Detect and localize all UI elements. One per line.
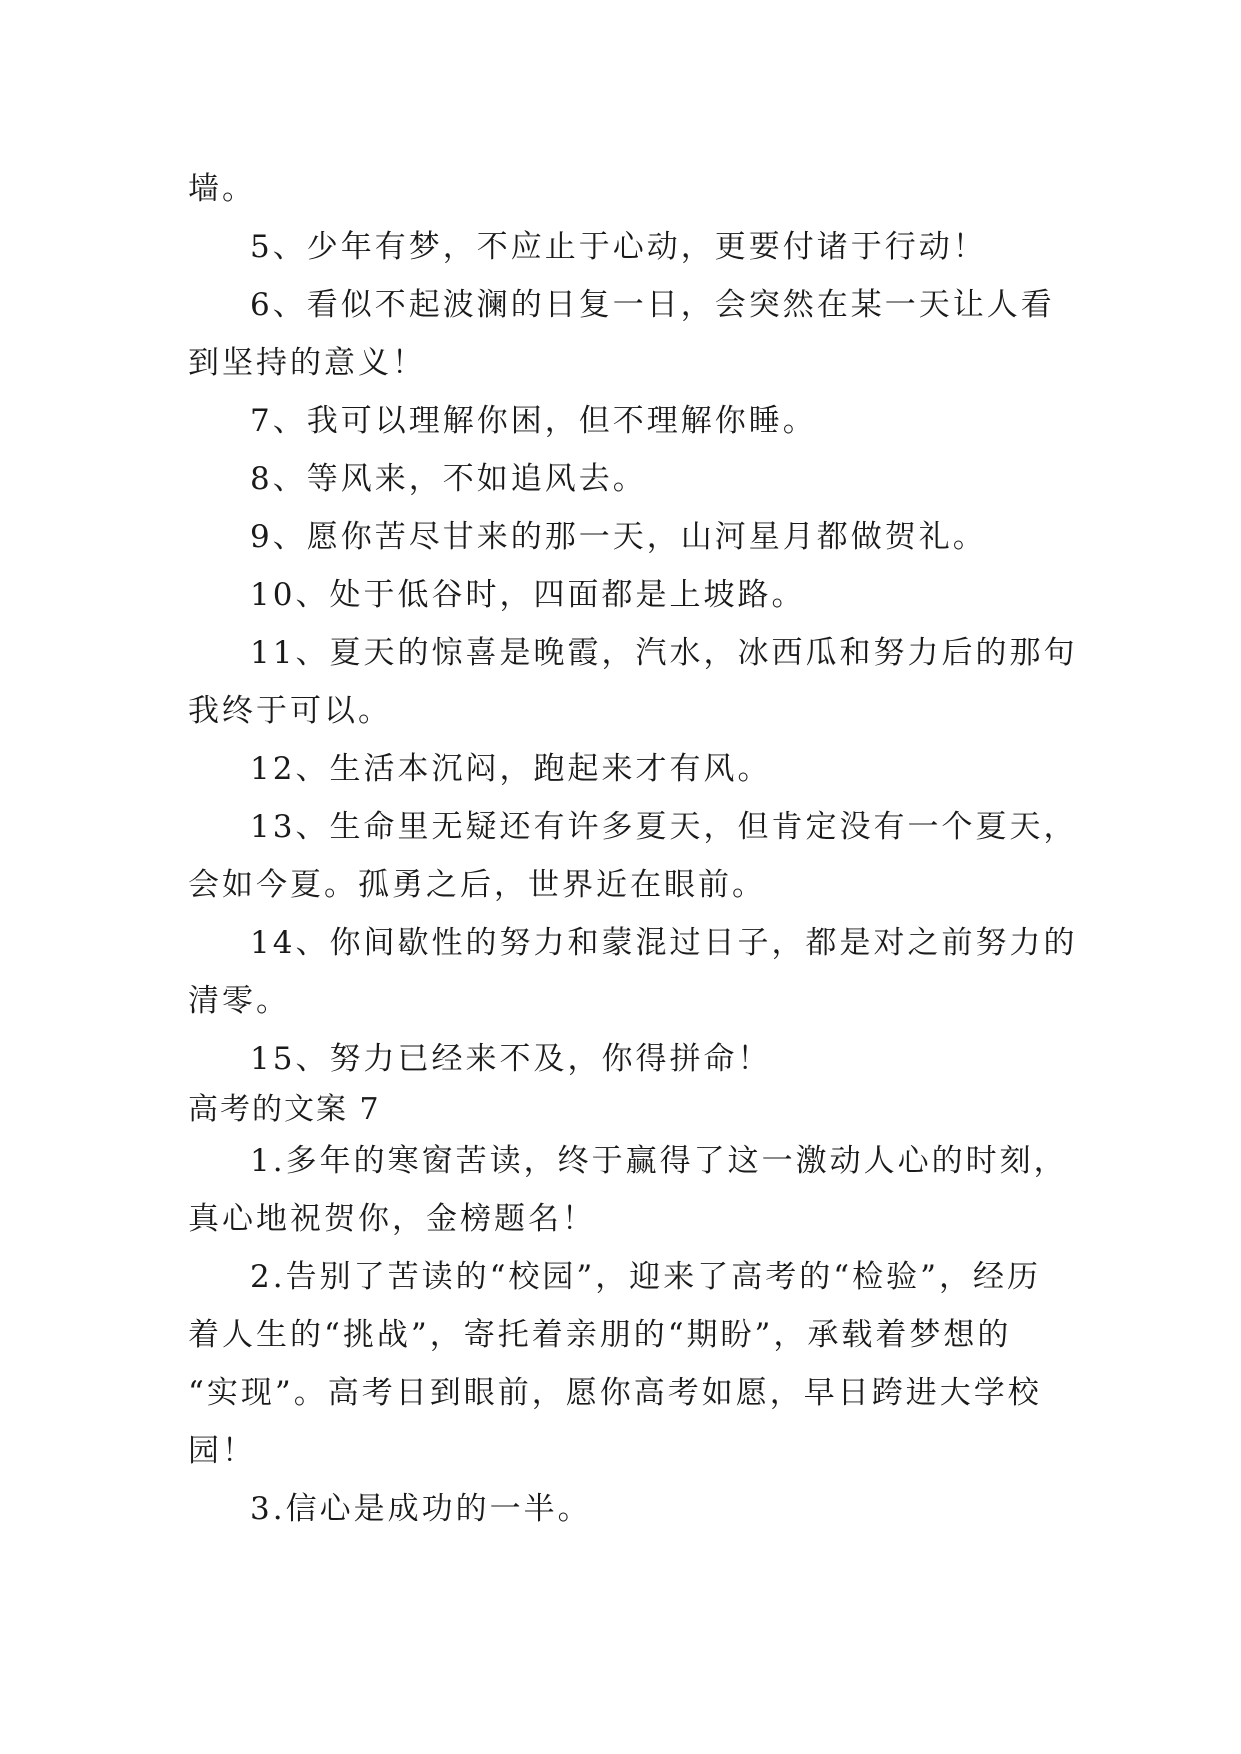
text-line: 会如今夏。孤勇之后，世界近在眼前。 [188, 867, 766, 903]
text-line: 12、生活本沉闷，跑起来才有风。 [250, 751, 772, 787]
text-line: 11、夏天的惊喜是晚霞，汽水，冰西瓜和努力后的那句 [250, 635, 1078, 671]
text-line: 我终于可以。 [188, 693, 392, 729]
paragraph-group [188, 1132, 1068, 1538]
text-line: 清零。 [188, 983, 290, 1019]
text-line: 10、处于低谷时，四面都是上坡路。 [250, 577, 806, 613]
paragraph-group [188, 160, 1078, 1088]
text-line: 墙。 [188, 171, 256, 207]
text-line: 8、等风来，不如追风去。 [250, 461, 647, 497]
text-line: 15、努力已经来不及，你得拼命！ [250, 1041, 772, 1077]
text-line: 2.告别了苦读的“校园”，迎来了高考的“检验”，经历 [250, 1259, 1041, 1295]
text-line: 3.信心是成功的一半。 [250, 1491, 592, 1527]
text-line: 9、愿你苦尽甘来的那一天，山河星月都做贺礼。 [250, 519, 987, 555]
document-body [188, 160, 1078, 1538]
text-line: 到坚持的意义！ [188, 345, 426, 381]
text-line: 13、生命里无疑还有许多夏天，但肯定没有一个夏天， [250, 809, 1078, 845]
text-line: 6、看似不起波澜的日复一日，会突然在某一天让人看 [250, 287, 1055, 323]
section-heading: 高考的文案 7 [188, 1092, 381, 1127]
text-line: 7、我可以理解你困，但不理解你睡。 [250, 403, 817, 439]
text-line: 真心地祝贺你，金榜题名！ [188, 1201, 596, 1237]
text-line: 着人生的“挑战”，寄托着亲朋的“期盼”，承载着梦想的 [188, 1317, 1012, 1353]
text-line: 园！ [188, 1433, 256, 1469]
text-line: “实现”。高考日到眼前，愿你高考如愿，早日跨进大学校 [188, 1375, 1042, 1411]
text-line: 14、你间歇性的努力和蒙混过日子，都是对之前努力的 [250, 925, 1078, 961]
text-line: 1.多年的寒窗苦读，终于赢得了这一激动人心的时刻， [250, 1143, 1068, 1179]
text-line: 5、少年有梦，不应止于心动，更要付诸于行动！ [250, 229, 987, 265]
